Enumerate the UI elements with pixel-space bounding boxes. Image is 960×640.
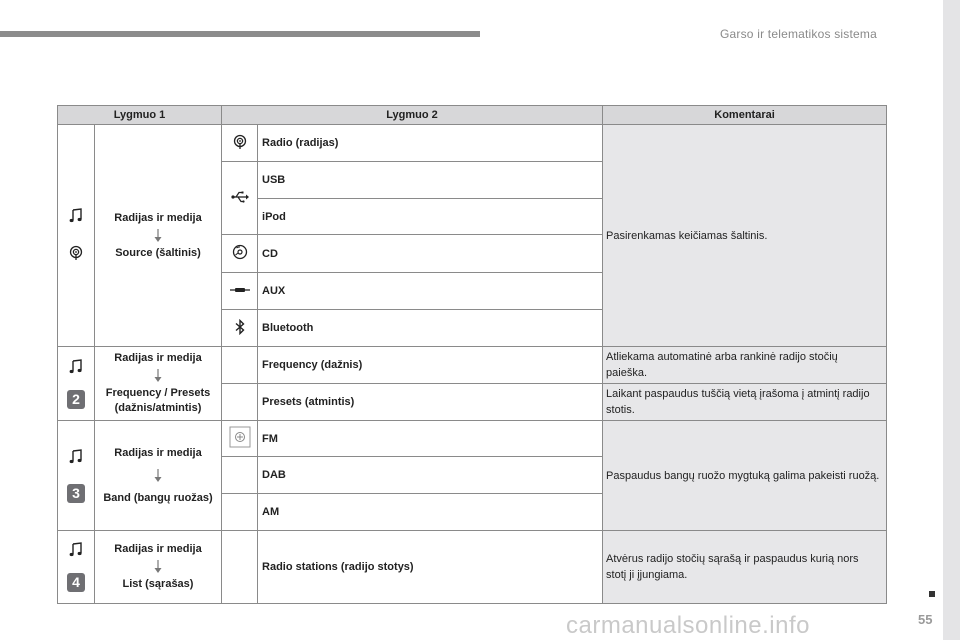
row-icon-cell [222, 347, 258, 384]
music-note-icon [69, 208, 83, 227]
level2-label: AM [258, 494, 603, 531]
group4-level1 [95, 531, 222, 604]
row-icon-cell [222, 310, 258, 347]
arrow-down-icon [153, 469, 163, 483]
arrow-down-icon [153, 369, 163, 383]
row-icon-cell [222, 494, 258, 531]
page-header-title: Garso ir telematikos sistema [720, 27, 877, 41]
radio-source-icon [69, 245, 83, 264]
group1-level1 [95, 125, 222, 347]
row-icon-cell [222, 125, 258, 162]
table-header-row [58, 106, 887, 125]
side-strip [943, 0, 960, 640]
level2-label: Frequency (dažnis) [258, 347, 603, 384]
menu-table [57, 105, 887, 604]
row-icon-cell [222, 235, 258, 273]
row-icon-cell [222, 531, 258, 604]
group3-icons [58, 421, 95, 531]
fm-button-icon [229, 426, 251, 451]
table-row [58, 421, 887, 457]
row-icon-cell [222, 384, 258, 421]
level2-label: Radio stations (radijo stotys) [258, 531, 603, 604]
aux-icon [230, 285, 250, 298]
table-row [58, 347, 887, 384]
table-row [58, 125, 887, 162]
arrow-down-icon [153, 560, 163, 574]
row-icon-cell [222, 162, 258, 235]
group3-comment: Paspaudus bangų ruožo mygtuką galima pakeisti ruožą. [603, 421, 887, 531]
group2-icons [58, 347, 95, 421]
level2-label: Presets (atmintis) [258, 384, 603, 421]
level2-label: Bluetooth [258, 310, 603, 347]
level2-label: DAB [258, 457, 603, 494]
level1-title: Radijas ir medija [114, 352, 202, 364]
usb-icon [231, 191, 249, 206]
table-row [58, 531, 887, 604]
radio-icon [233, 134, 247, 153]
header-comments: Komentarai [603, 106, 887, 125]
level2-label: AUX [258, 273, 603, 310]
bluetooth-icon [234, 319, 246, 338]
step-badge: 4 [67, 573, 85, 592]
level2-label: CD [258, 235, 603, 273]
level1-subtitle: Frequency / Presets (dažnis/atmintis) [105, 387, 211, 414]
row-icon-cell [222, 421, 258, 457]
music-note-icon [69, 542, 83, 561]
cd-icon [232, 244, 248, 263]
group4-comment: Atvėrus radijo stočių sąrašą ir paspaudus kurią nors stotį ji įjungiama. [603, 531, 887, 604]
row-icon-cell [222, 273, 258, 310]
level2-label: USB [258, 162, 603, 199]
level1-title: Radijas ir medija [114, 543, 202, 555]
side-marker [929, 591, 935, 597]
level2-label: Radio (radijas) [258, 125, 603, 162]
music-note-icon [69, 359, 83, 378]
level1-subtitle: Band (bangų ruožas) [103, 491, 213, 504]
group2-level1 [95, 347, 222, 421]
arrow-down-icon [153, 229, 163, 243]
level1-subtitle: List (sąrašas) [122, 578, 194, 590]
row-icon-cell [222, 457, 258, 494]
watermark: carmanualsonline.info [566, 612, 810, 639]
row-comment: Atliekama automatinė arba rankinė radijo stočių paieška. [603, 347, 887, 384]
level2-label: FM [258, 421, 603, 457]
page-number: 55 [918, 612, 933, 627]
level1-title: Radijas ir medija [114, 211, 202, 224]
group4-icons [58, 531, 95, 604]
group3-level1 [95, 421, 222, 531]
header-bar [0, 31, 480, 37]
group1-icons [58, 125, 95, 347]
header-level1: Lygmuo 1 [58, 106, 222, 125]
header-level2: Lygmuo 2 [222, 106, 603, 125]
row-comment: Laikant paspaudus tuščią vietą įrašoma į atmintį radijo stotis. [603, 384, 887, 421]
level1-title: Radijas ir medija [114, 446, 202, 459]
music-note-icon [69, 449, 83, 468]
level2-label: iPod [258, 199, 603, 235]
step-badge: 3 [67, 484, 85, 503]
step-badge: 2 [67, 390, 85, 409]
group1-comment: Pasirenkamas keičiamas šaltinis. [603, 125, 887, 347]
level1-subtitle: Source (šaltinis) [115, 246, 201, 259]
